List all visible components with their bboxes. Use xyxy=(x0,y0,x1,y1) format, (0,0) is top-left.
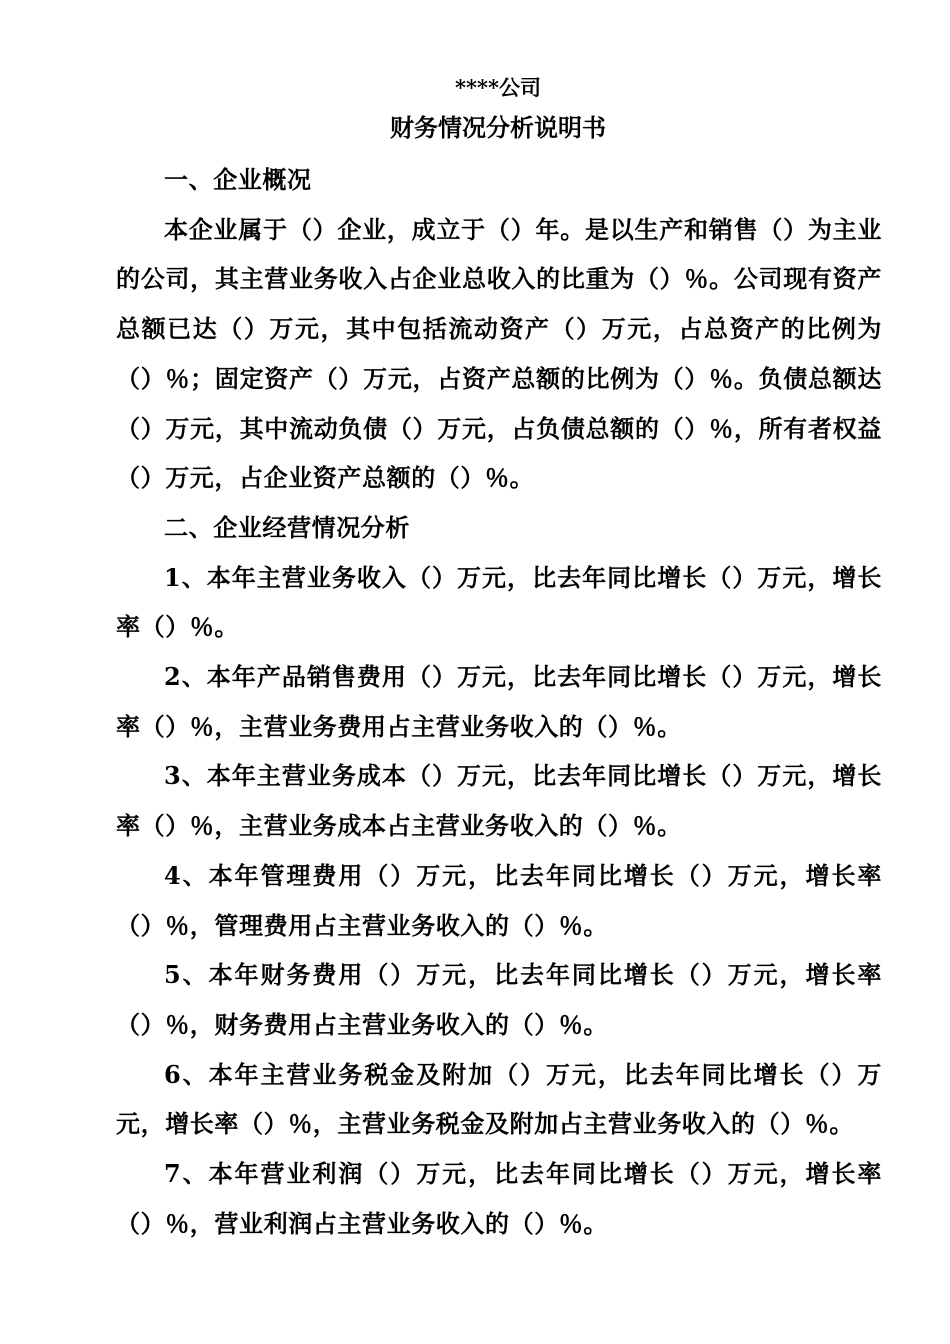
operations-item-4: 4、本年管理费用（）万元，比去年同比增长（）万元，增长率（）％，管理费用占主营业务收入的（）％。 xyxy=(116,860,882,940)
operations-item-7: 7、本年营业利润（）万元，比去年同比增长（）万元，增长率（）％，营业利润占主营业务收入的（）％。 xyxy=(116,1159,882,1238)
operations-item-5: 5、本年财务费用（）万元，比去年同比增长（）万元，增长率（）％，财务费用占主营业务收入的（）％。 xyxy=(116,960,882,1039)
section-heading-overview: 一、企业概况 xyxy=(164,165,312,194)
operations-item-2: 2、本年产品销售费用（）万元，比去年同比增长（）万元，增长率（）％，主营业务费用占主营业务收入的（）％。 xyxy=(116,662,882,741)
operations-item-6: 6、本年主营业务税金及附加（）万元，比去年同比增长（）万元，增长率（）％，主营业务税金及附加占主营业务收入的（）％。 xyxy=(116,1059,882,1139)
operations-item-3: 3、本年主营业务成本（）万元，比去年同比增长（）万元，增长率（）％，主营业务成本占主营业务收入的（）％。 xyxy=(116,761,882,841)
document-title: 财务情况分析说明书 xyxy=(390,113,606,142)
section-heading-operations: 二、企业经营情况分析 xyxy=(164,512,410,542)
overview-paragraph: 本企业属于（）企业，成立于（）年。是以生产和销售（）为主业的公司，其主营业务收入占企业总收入的比重为（）％。公司现有资产总额已达（）万元，其中包括流动资产（）万元，占总资产的比例为（）％；固定资产（）万元，占资产总额的比例为（）％。负债总额达（）万元，其中流动负债（）万元，占负债总额的（）％，所有者权益（）万元，占企业资产总额的（）％。 xyxy=(116,214,882,493)
company-name: ****公司 xyxy=(455,75,541,100)
document-body xyxy=(116,155,882,1248)
operations-item-1: 1、本年主营业务收入（）万元，比去年同比增长（）万元，增长率（）％。 xyxy=(116,562,882,642)
